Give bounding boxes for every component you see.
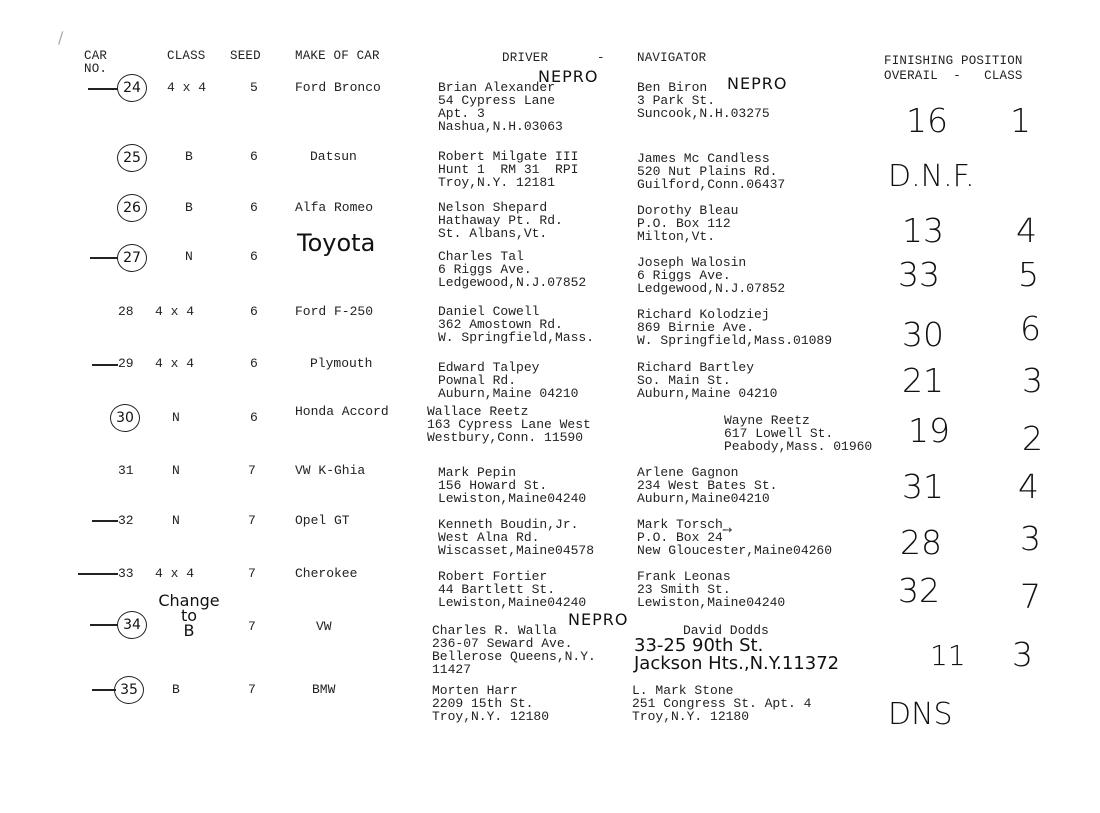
driver: Mark Pepin 156 Howard St. Lewiston,Maine04240 [438, 465, 587, 506]
seed: 6 [250, 356, 258, 371]
car-class: B [172, 682, 180, 697]
driver: Kenneth Boudin,Jr. West Alna Rd. Wiscasset,Maine04578 [438, 517, 595, 558]
car-class: N [172, 463, 180, 478]
seed: 7 [248, 566, 256, 581]
navigator-address-handwritten: 33-25 90th St. Jackson Hts.,N.Y.11372 [634, 635, 840, 674]
car-number: 31 [118, 463, 134, 478]
car-number: 34 [117, 611, 147, 639]
make-of-car: Opel GT [295, 513, 350, 528]
driver: Wallace Reetz 163 Cypress Lane West Westbury,Conn. 11590 [427, 404, 591, 445]
strike-mark [92, 364, 118, 366]
class-position: 2 [1022, 419, 1043, 458]
car-number: 35 [114, 676, 144, 704]
overall-position: 30 [902, 315, 944, 354]
strike-mark [92, 689, 116, 691]
header-navigator: NAVIGATOR [637, 51, 707, 65]
car-number: 32 [118, 513, 134, 528]
car-number: 28 [118, 304, 134, 319]
make-of-car: Datsun [310, 149, 357, 164]
navigator: Frank Leonas 23 Smith St. Lewiston,Maine04240 [637, 569, 786, 610]
make-of-car: Alfa Romeo [295, 200, 374, 215]
class-position: 5 [1018, 255, 1039, 294]
strike-mark [88, 88, 118, 90]
overall-position: 13 [902, 211, 944, 250]
seed: 7 [248, 619, 256, 634]
overall-position: 28 [900, 523, 942, 562]
driver: Charles Tal 6 Riggs Ave. Ledgewood,N.J.07852 [438, 249, 587, 290]
navigator: Wayne Reetz 617 Lowell St. Peabody,Mass. 01960 [724, 413, 873, 454]
driver: Nelson Shepard Hathaway Pt. Rd. St. Albans,Vt. [438, 200, 563, 241]
make-of-car: VW K-Ghia [295, 463, 366, 478]
navigator: L. Mark Stone 251 Congress St. Apt. 4 Troy,N.Y. 12180 [632, 683, 812, 724]
car-class: B [185, 149, 193, 164]
navigator: Dorothy Bleau P.O. Box 112 Milton,Vt. [637, 203, 739, 244]
make-of-car: BMW [312, 682, 336, 697]
overall-position: DNS [888, 697, 953, 732]
car-class: 4 x 4 [167, 80, 207, 95]
seed: 6 [250, 249, 258, 264]
seed: 5 [250, 80, 258, 95]
class-position: 1 [1010, 101, 1031, 140]
overall-position: 32 [898, 571, 940, 610]
class-position: 3 [1012, 635, 1033, 674]
make-of-car: Honda Accord [295, 404, 389, 419]
seed: 7 [248, 463, 256, 478]
strike-mark [90, 257, 118, 259]
seed: 6 [250, 410, 258, 425]
header-class: CLASS [167, 49, 206, 63]
class-position: 4 [1016, 211, 1037, 250]
navigator: Joseph Walosin 6 Riggs Ave. Ledgewood,N.J.07852 [637, 255, 786, 296]
header-driver: DRIVER [502, 51, 549, 65]
driver: Edward Talpey Pownal Rd. Auburn,Maine 04210 [438, 360, 579, 401]
driver: Brian Alexander 54 Cypress Lane Apt. 3 Nashua,N.H.03063 [438, 80, 563, 134]
car-number: 33 [118, 566, 134, 581]
driver: Morten Harr 2209 15th St. Troy,N.Y. 12180 [432, 683, 550, 724]
seed: 6 [250, 200, 258, 215]
car-class: N [172, 513, 180, 528]
navigator: Ben Biron 3 Park St. Suncook,N.H.03275 [637, 80, 770, 121]
overall-position: 19 [908, 411, 950, 450]
header-dash: - [597, 51, 605, 65]
make-of-car-handwritten: Toyota [297, 229, 376, 257]
header-car-no: CAR NO. [84, 49, 108, 76]
nepro-stamp-car-34: NEPRO [568, 610, 629, 629]
navigator: David Dodds [683, 623, 769, 638]
scribble-mark: ∕ [58, 28, 64, 47]
strike-mark [92, 520, 118, 522]
car-class: B [185, 200, 193, 215]
car-number: 26 [117, 194, 147, 222]
navigator: Richard Bartley So. Main St. Auburn,Maine 04210 [637, 360, 778, 401]
class-position: 3 [1020, 519, 1041, 558]
navigator: James Mc Candless 520 Nut Plains Rd. Guilford,Conn.06437 [637, 151, 786, 192]
car-number: 30 [110, 404, 140, 432]
nepro-stamp-navigator: NEPRO [727, 74, 788, 93]
make-of-car: Cherokee [295, 566, 358, 581]
class-position: 7 [1020, 577, 1041, 616]
navigator: Arlene Gagnon 234 West Bates St. Auburn,Maine04210 [637, 465, 778, 506]
header-make: MAKE OF CAR [295, 49, 380, 63]
driver: Charles R. Walla 236-07 Seward Ave. Bellerose Queens,N.Y. 11427 [432, 623, 596, 677]
make-of-car: VW [316, 619, 332, 634]
make-of-car: Ford F-250 [295, 304, 374, 319]
driver: Daniel Cowell 362 Amostown Rd. W. Springfield,Mass. [438, 304, 595, 345]
make-of-car: Ford Bronco [295, 80, 381, 95]
car-class: N [172, 410, 180, 425]
overall-position: 16 [906, 101, 948, 140]
seed: 7 [248, 513, 256, 528]
car-class: N [185, 249, 193, 264]
overall-position: 33 [898, 255, 940, 294]
header-finishing: FINISHING POSITION [884, 55, 1023, 68]
seed: 6 [250, 149, 258, 164]
overall-position: 11 [930, 639, 966, 672]
car-class: 4 x 4 [155, 304, 195, 319]
make-of-car: Plymouth [310, 356, 373, 371]
overall-position: 21 [902, 361, 944, 400]
car-number: 27 [117, 244, 147, 272]
overall-position: D.N.F. [888, 159, 975, 194]
car-class: 4 x 4 [155, 566, 195, 581]
car-number: 25 [117, 144, 147, 172]
car-number: 29 [118, 356, 134, 371]
class-position: 6 [1020, 309, 1041, 348]
car-number: 24 [117, 74, 147, 102]
driver: Robert Milgate III Hunt 1 RM 31 RPI Troy,N.Y. 12181 [438, 149, 579, 190]
pen-tick-mark: ➙ [722, 523, 733, 538]
navigator: Mark Torsch P.O. Box 24 New Gloucester,Maine04260 [637, 517, 833, 558]
seed: 7 [248, 682, 256, 697]
car-class-handwritten: Change to B [158, 591, 220, 640]
header-overall-class: OVERAIL - CLASS [884, 70, 1023, 83]
seed: 6 [250, 304, 258, 319]
driver: Robert Fortier 44 Bartlett St. Lewiston,Maine04240 [438, 569, 587, 610]
navigator: Richard Kolodziej 869 Birnie Ave. W. Springfield,Mass.01089 [637, 307, 833, 348]
overall-position: 31 [902, 467, 944, 506]
strike-mark [78, 573, 118, 575]
car-class: 4 x 4 [155, 356, 195, 371]
class-position: 3 [1022, 361, 1043, 400]
strike-mark [90, 624, 118, 626]
nepro-stamp-driver: NEPRO [538, 67, 599, 86]
class-position: 4 [1018, 467, 1039, 506]
header-seed: SEED [230, 49, 261, 63]
